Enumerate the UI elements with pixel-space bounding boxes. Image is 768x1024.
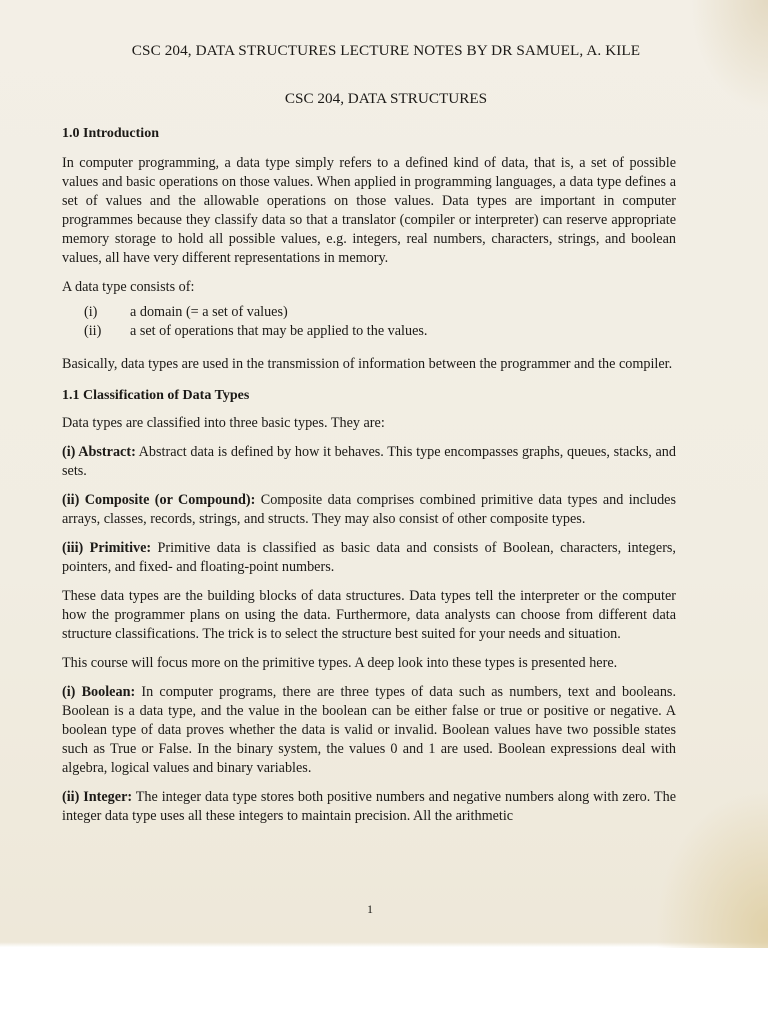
section-heading-introduction: 1.0 Introduction <box>62 126 159 141</box>
primitive-text: Primitive data is classified as basic data and consists of Boolean, characters, integers, pointers, and fixed- and floating-point numbers. <box>62 540 676 575</box>
boolean-text: In computer programs, there are three types of data such as numbers, text and booleans. Boolean is a data type, and the value in the boolean can be either false or true or positive or negative. A boolean type of data proves whether the data is valid or invalid. Boolean values have two possible states such as True or False. In the binary system, the values 0 and 1 are used. Boolean expressions deal with algebra, logical values and binary variables. <box>62 684 676 776</box>
composite-text: Composite data comprises combined primitive data types and includes arrays, classes, records, strings, and structs. They may also consist of other composite types. <box>62 492 676 527</box>
abstract-term: (i) Abstract: <box>62 444 136 460</box>
list-item-text: a domain (= a set of values) <box>130 304 288 320</box>
integer-text: The integer data type stores both positive numbers and negative numbers along with zero. The integer data type uses all these integers to maintain precision. All the arithmetic <box>62 789 676 824</box>
integer-paragraph <box>62 788 676 826</box>
document-title: CSC 204, DATA STRUCTURES <box>284 90 488 107</box>
abstract-text: Abstract data is defined by how it behaves. This type encompasses graphs, queues, stacks, and sets. <box>62 444 676 479</box>
primitive-term: (iii) Primitive: <box>62 540 152 556</box>
intro-paragraph: In computer programming, a data type simply refers to a defined kind of data, that is, a set of possible values and basic operations on those values. When applied in programming languages, a data type defines a set of values and the allowable operations on those values. Data types are important in computer programmes because they classify data so that a translator (compiler or interpreter) can reserve appropriate memory storage to hold all possible values, e.g. integers, real numbers, characters, strings, and boolean values, all have very different representations in memory. <box>62 155 676 266</box>
running-header: CSC 204, DATA STRUCTURES LECTURE NOTES BY DR SAMUEL, A. KILE <box>131 42 641 59</box>
list-item-number: (i) <box>84 304 98 320</box>
composite-term: (ii) Composite (or Compound): <box>62 492 256 508</box>
data-type-components-list <box>62 303 676 341</box>
abstract-paragraph <box>62 443 676 481</box>
composite-paragraph <box>62 491 676 529</box>
boolean-term: (i) Boolean: <box>62 684 136 700</box>
list-item <box>84 303 676 322</box>
list-item-number: (ii) <box>84 323 102 339</box>
building-blocks-paragraph: These data types are the building blocks of data structures. Data types tell the interpreter or the computer how the programmer plans on using the data. Furthermore, data analysts can choose from different data structure classifications. The trick is to select the structure best suited for your needs and situation. <box>62 588 676 642</box>
course-focus-paragraph: This course will focus more on the primitive types. A deep look into these types is presented here. <box>62 655 618 671</box>
page-bottom-margin <box>0 948 768 1024</box>
classification-intro-paragraph: Data types are classified into three basic types. They are: <box>62 415 385 431</box>
boolean-paragraph <box>62 683 676 778</box>
section-heading-classification: 1.1 Classification of Data Types <box>62 388 250 403</box>
primitive-paragraph <box>62 539 676 577</box>
transmission-paragraph: Basically, data types are used in the transmission of information between the programmer and the compiler. <box>62 356 673 372</box>
page-number: 1 <box>367 902 373 916</box>
document-content <box>62 42 676 826</box>
data-type-consists-paragraph: A data type consists of: <box>62 279 195 295</box>
list-item-text: a set of operations that may be applied to the values. <box>130 323 428 339</box>
integer-term: (ii) Integer: <box>62 789 133 805</box>
list-item <box>84 322 676 341</box>
